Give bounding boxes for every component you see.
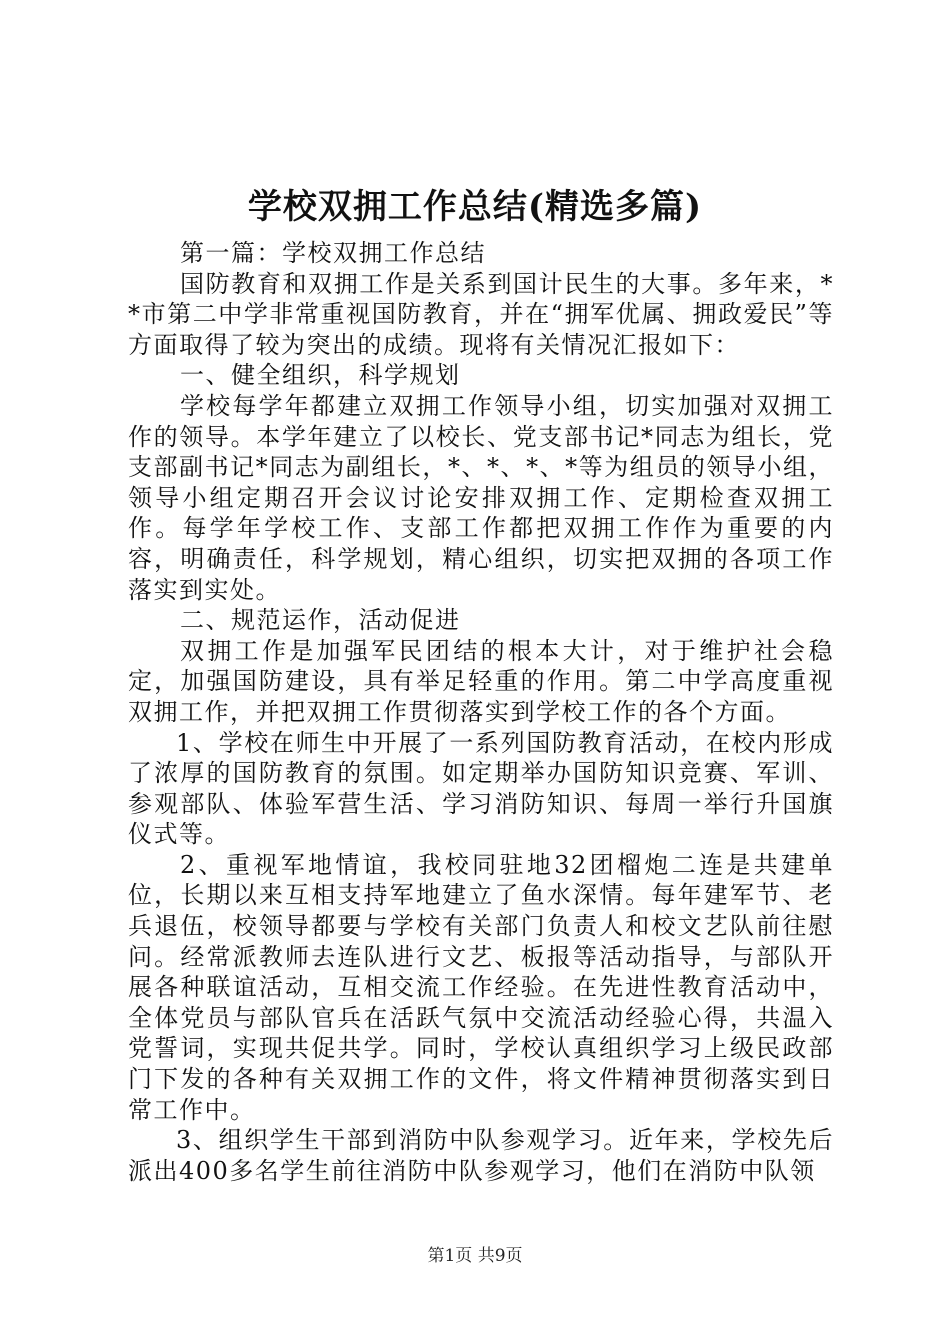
page-footer: 第1页 共9页 [427,1246,523,1266]
item-paragraph-1: 1、学校在师生中开展了一系列国防教育活动，在校内形成了浓厚的国防教育的氛围。如定期举办国防知识竞赛、军训、参观部队、体验军营生活、学习消防知识、每周一举行升国旗仪式等。 [128,728,834,849]
item-paragraph-3: 3、组织学生干部到消防中队参观学习。近年来，学校先后派出400多名学生前往消防中队参观学习，他们在消防中队领 [128,1126,834,1185]
intro-paragraph: 国防教育和双拥工作是关系到国计民生的大事。多年来，**市第二中学非常重视国防教育，并在“拥军优属、拥政爱民”等方面取得了较为突出的成绩。现将有关情况汇报如下： [128,269,834,359]
section-heading-first: 第一篇：学校双拥工作总结 [180,239,486,267]
item-paragraph-2: 2、重视军地情谊，我校同驻地32团榴炮二连是共建单位，长期以来互相支持军地建立了鱼水深情。每年建军节、老兵退伍，校领导都要与学校有关部门负责人和校文艺队前往慰问。经常派教师去连队进行文艺、板报等活动指导，与部队开展各种联谊活动，互相交流工作经验。在先进性教育活动中，全体党员与部队官兵在活跃气氛中交流活动经验心得，共温入党誓词，实现共促共学。同时，学校认真组织学习上级民政部门下发的各种有关双拥工作的文件，将文件精神贯彻落实到日常工作中。 [128,850,834,1124]
section-heading-operation: 二、规范运作，活动促进 [180,606,461,635]
document-title: 学校双拥工作总结(精选多篇) [247,187,703,227]
organization-paragraph: 学校每学年都建立双拥工作领导小组，切实加强对双拥工作的领导。本学年建立了以校长、党支部书记*同志为组长，党支部副书记*同志为副组长，*、*、*、*等为组员的领导小组，领导小组定期召开会议讨论安排双拥工作、定期检查双拥工作。每学年学校工作、支部工作都把双拥工作作为重要的内容，明确责任，科学规划，精心组织，切实把双拥的各项工作落实到实处。 [128,391,834,604]
section-heading-organization: 一、健全组织，科学规划 [180,361,461,390]
operation-paragraph: 双拥工作是加强军民团结的根本大计，对于维护社会稳定，加强国防建设，具有举足轻重的作用。第二中学高度重视双拥工作，并把双拥工作贯彻落实到学校工作的各个方面。 [128,636,834,726]
document-body [128,238,834,1186]
